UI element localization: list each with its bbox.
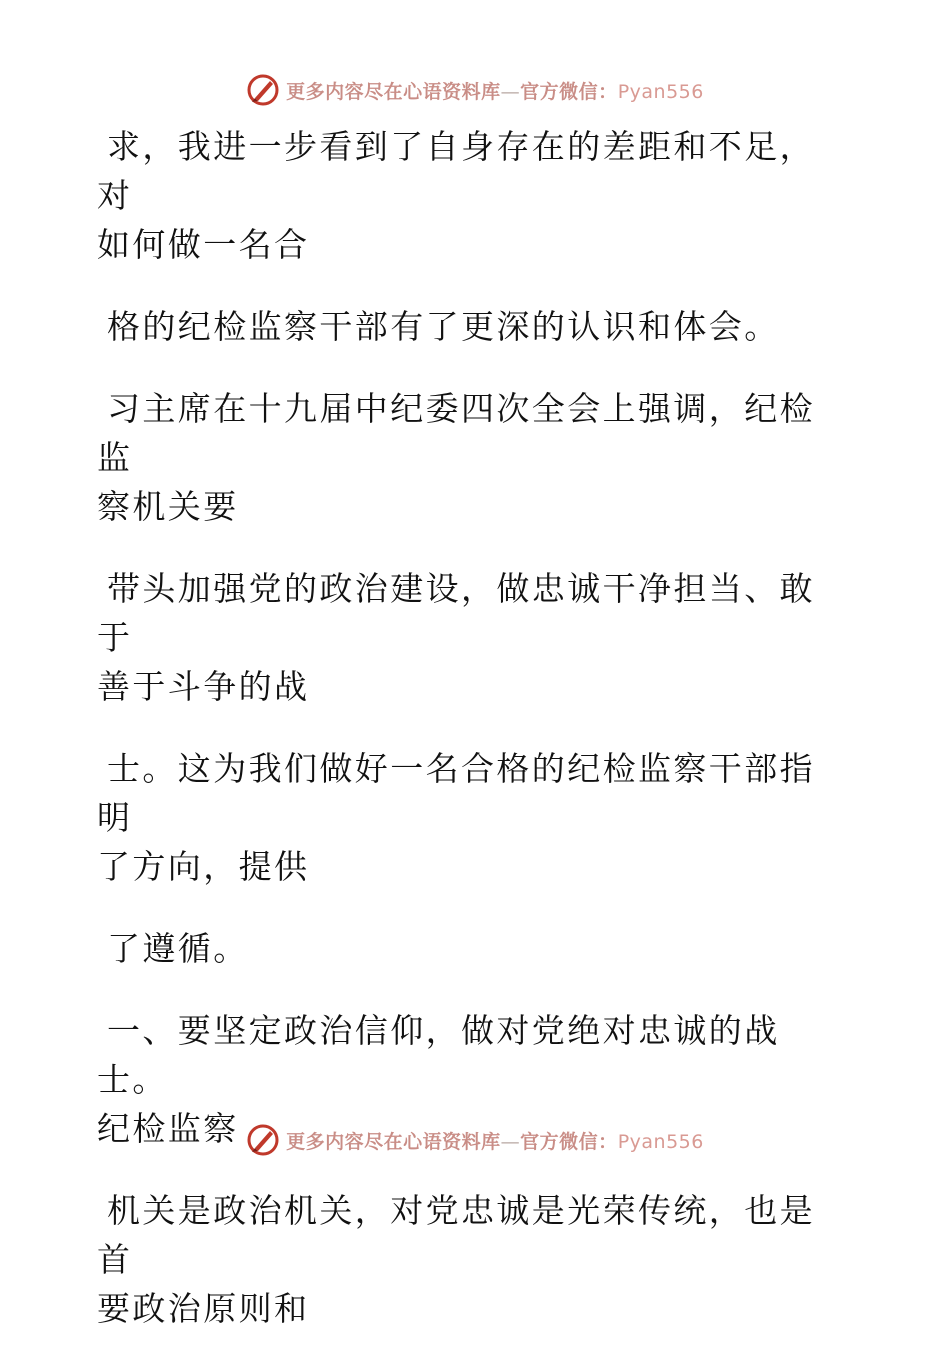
footer-banner-main: 更多内容尽在心语资料库 (286, 1130, 501, 1153)
footer-banner-id: Pyan556 (617, 1130, 704, 1153)
paragraph: 士。这为我们做好一名合格的纪检监察干部指明 了方向，提供 (97, 749, 815, 886)
document-body (97, 122, 837, 1366)
header-banner-text (286, 77, 704, 104)
paragraph: 格的纪检监察干部有了更深的认识和体会。 (107, 307, 780, 346)
footer-banner-sep: — (500, 1130, 521, 1153)
paragraph: 了遵循。 (107, 929, 249, 968)
footer-banner (0, 1120, 950, 1160)
pen-logo-icon (246, 73, 280, 107)
paragraph: 习主席在十九届中纪委四次全会上强调，纪检监 察机关要 (97, 389, 815, 526)
header-banner-id: Pyan556 (617, 80, 704, 103)
paragraph: 一、要坚定政治信仰，做对党绝对忠诚的战士。 纪检监察 (97, 1011, 780, 1148)
paragraph: 机关是政治机关，对党忠诚是光荣传统，也是首 要政治原则和 (97, 1191, 815, 1328)
paragraph: 带头加强党的政治建设，做忠诚干净担当、敢于 善于斗争的战 (97, 569, 815, 706)
header-banner-main: 更多内容尽在心语资料库 (286, 80, 501, 103)
pen-logo-icon (246, 1123, 280, 1157)
header-banner-wechat: 官方微信： (520, 80, 618, 103)
paragraph: 求，我进一步看到了自身存在的差距和不足，对 如何做一名合 (97, 127, 815, 264)
header-banner-sep: — (500, 80, 521, 103)
footer-banner-text (286, 1127, 704, 1154)
header-banner (0, 70, 950, 110)
footer-banner-wechat: 官方微信： (520, 1130, 618, 1153)
